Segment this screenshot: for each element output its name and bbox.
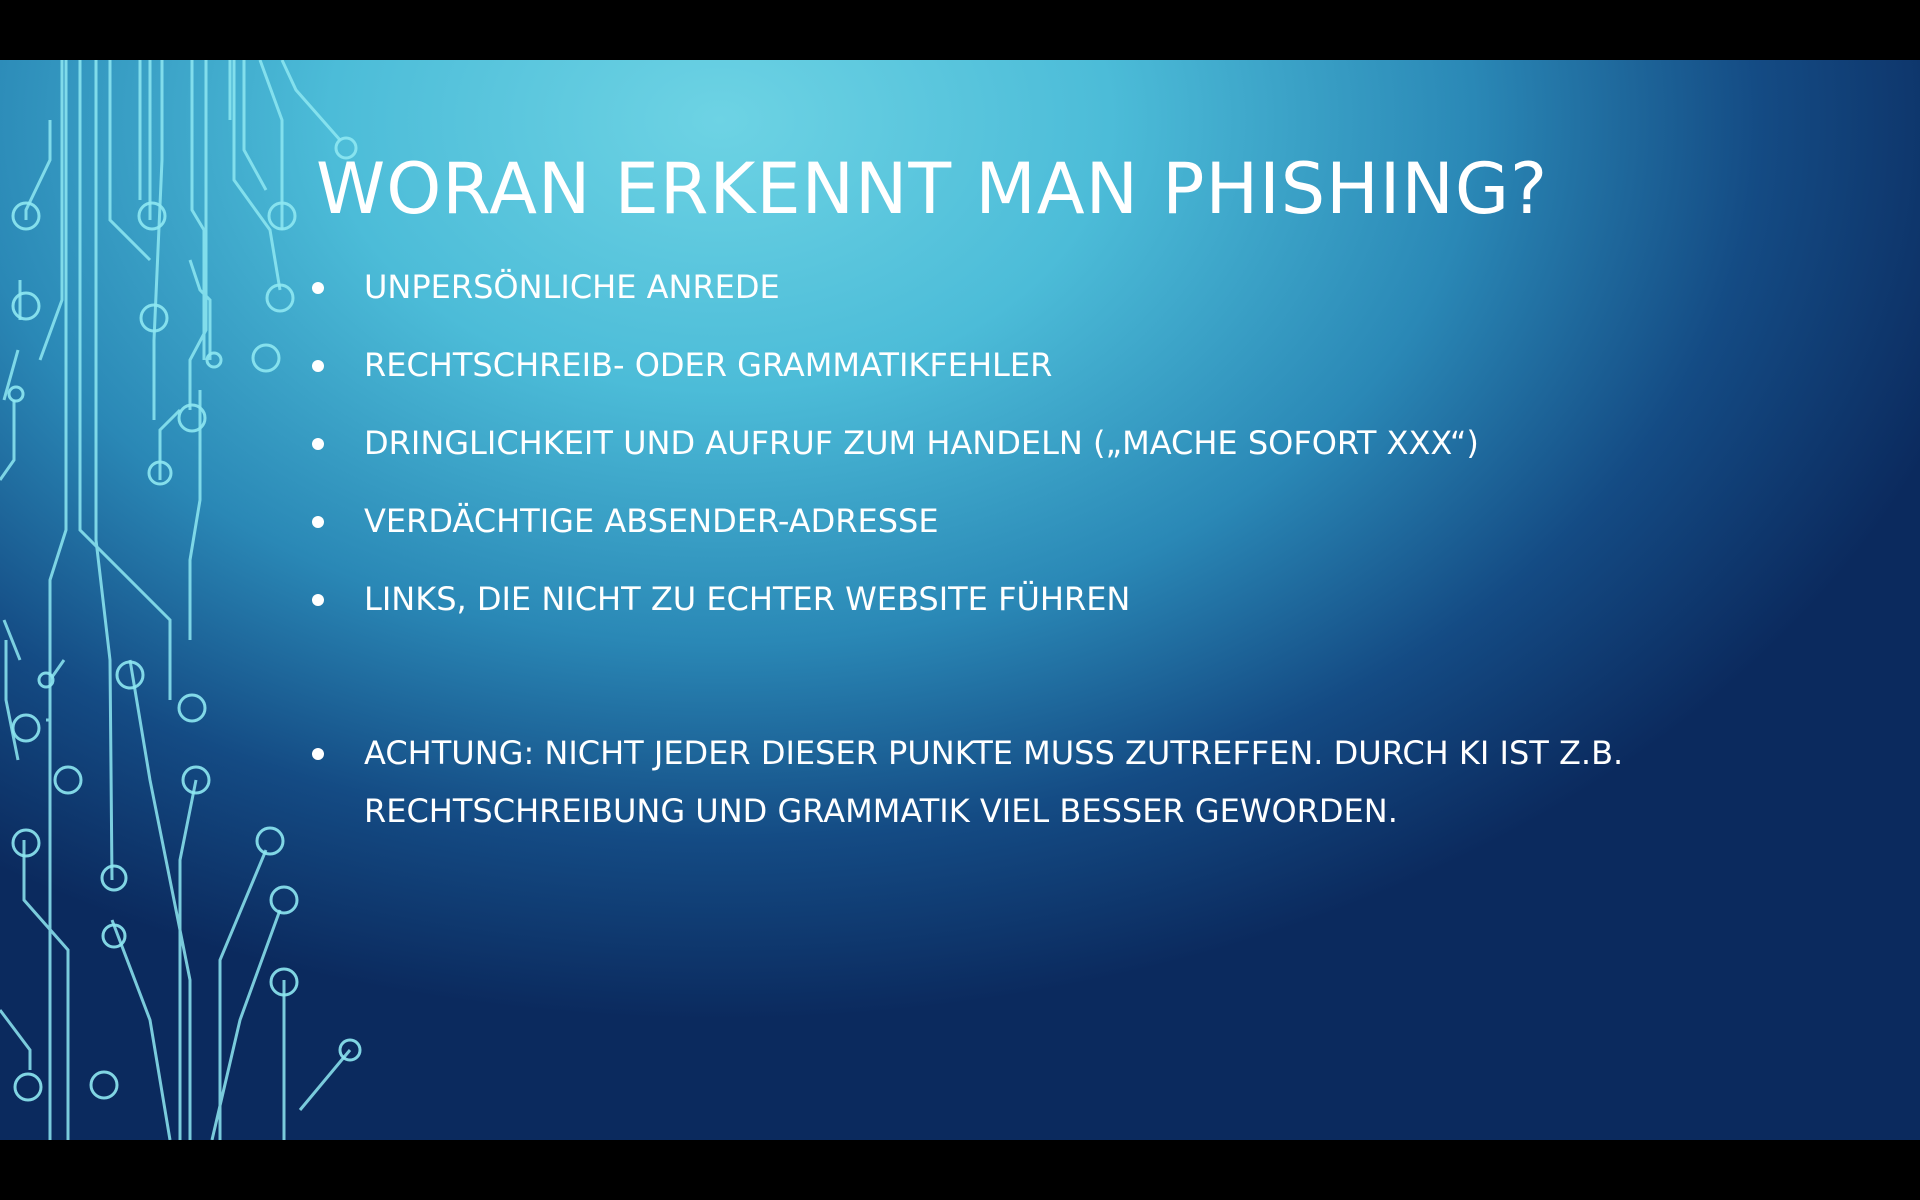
bullet-item: [310, 414, 1770, 492]
bullet-item: [310, 258, 1770, 336]
slide-title: WORAN ERKENNT MAN PHISHING?: [316, 148, 1549, 230]
bullet-item: [310, 336, 1770, 414]
bullet-item: [310, 570, 1770, 648]
bullet-dot-icon: [312, 438, 324, 450]
bullet-dot-icon: [312, 594, 324, 606]
bullet-dot-icon: [312, 748, 324, 760]
bullet-item-note: [310, 724, 1724, 840]
letterbox-bottom: [0, 1140, 1920, 1200]
bullet-item: [310, 492, 1770, 570]
bullet-dot-icon: [312, 282, 324, 294]
bullet-text: RECHTSCHREIB- ODER GRAMMATIKFEHLER: [364, 346, 1053, 384]
letterbox-top: [0, 0, 1920, 60]
note-text: ACHTUNG: NICHT JEDER DIESER PUNKTE MUSS ZUTREFFEN. DURCH KI IST Z.B. RECHTSCHREIBUNG UND GRAMMATIK VIEL BESSER GEWORDEN.: [364, 734, 1624, 830]
bullet-list: [310, 258, 1770, 840]
bullet-text: LINKS, DIE NICHT ZU ECHTER WEBSITE FÜHREN: [364, 580, 1131, 618]
presentation-slide[interactable]: [0, 60, 1920, 1140]
bullet-dot-icon: [312, 516, 324, 528]
bullet-text: UNPERSÖNLICHE ANREDE: [364, 268, 780, 306]
bullet-text: DRINGLICHKEIT UND AUFRUF ZUM HANDELN („MACHE SOFORT XXX“): [364, 424, 1479, 462]
bullet-dot-icon: [312, 360, 324, 372]
bullet-text: VERDÄCHTIGE ABSENDER-ADRESSE: [364, 502, 939, 540]
